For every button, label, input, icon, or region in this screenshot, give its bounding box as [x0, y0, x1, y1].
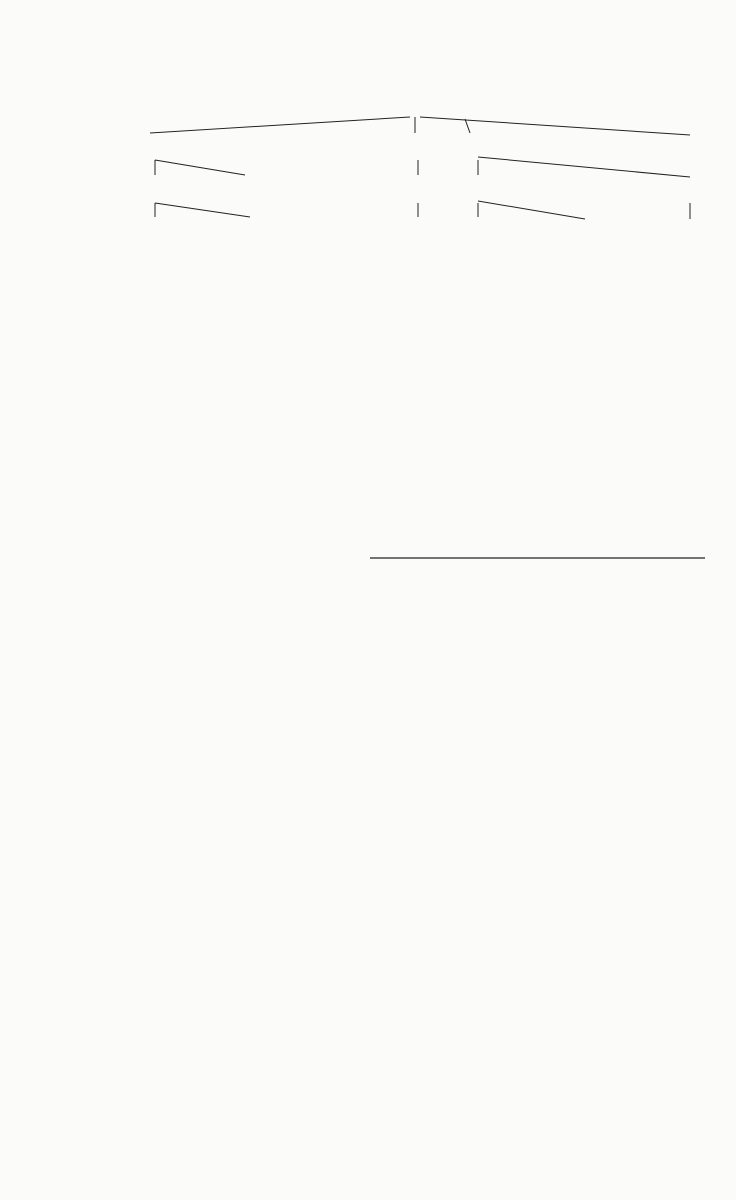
data-table	[80, 392, 710, 767]
pedigree-diagram	[0, 95, 736, 255]
pedigree-lines	[0, 95, 736, 255]
table-row-summary	[80, 564, 710, 583]
